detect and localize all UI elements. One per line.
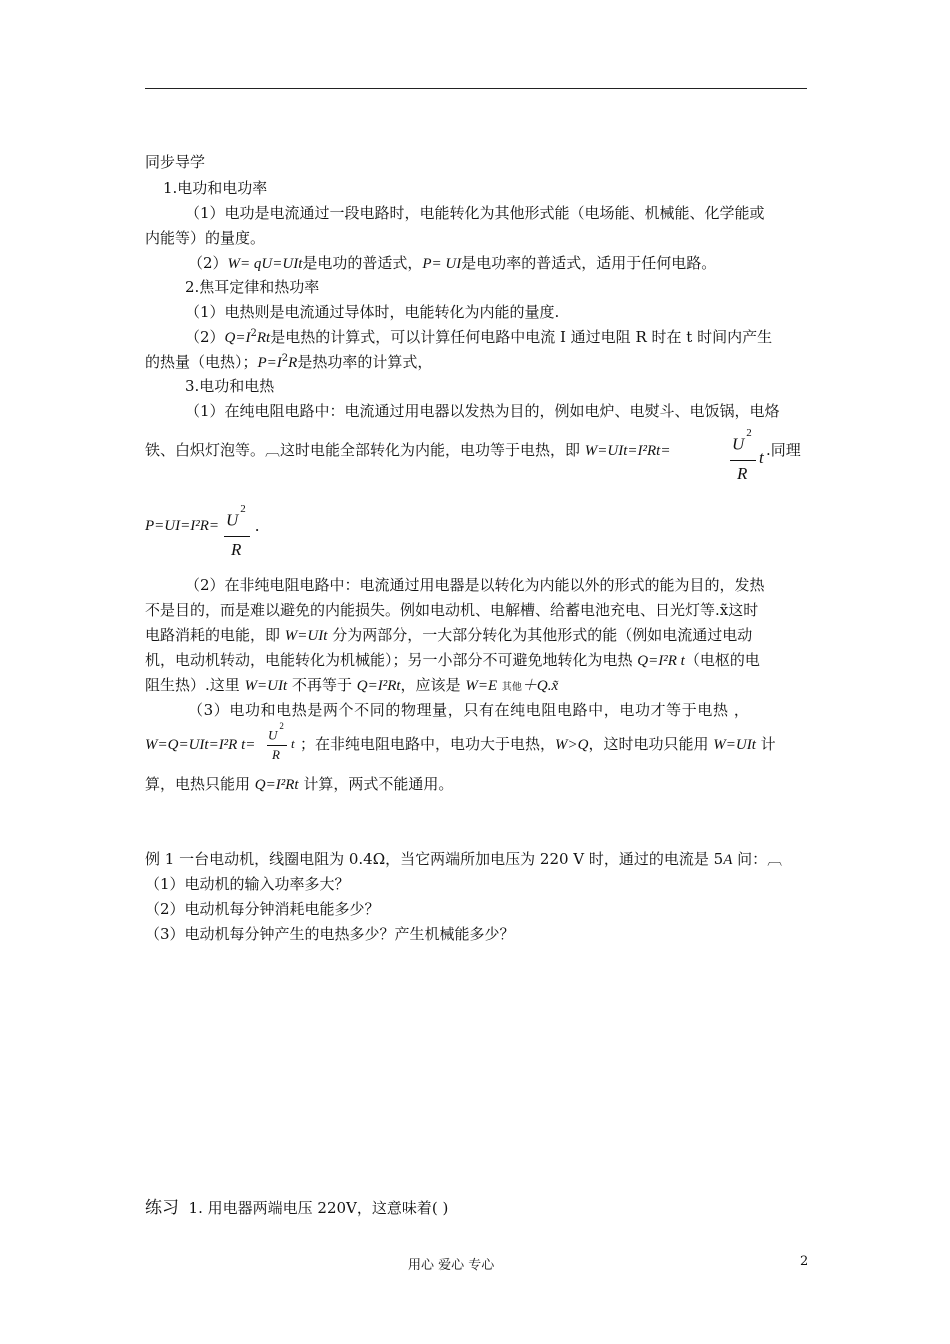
example-q1: （1）电动机的输入功率多大？	[145, 875, 350, 893]
para-2-2a: $(2)Q=I^2Rt$是电热的计算式，可以计算任何电路中电流 I 通过电阻 R 时在 t 时间内产生	[185, 328, 773, 346]
para-3-2d: 机，电动机转动，电能转化为机械能）；另一小部分不可避免地转化为电热 Q=I²R t（电枢的电	[145, 651, 760, 669]
para-1-2: （2）W= qU=UIt是电功的普适式，P= UI是电功率的普适式，适用于任何电路。	[188, 254, 717, 272]
para-3-1b: 铁、白炽灯泡等。︹这时电能全部转化为内能，电功等于电热，即 W=UIt=I²Rt=	[145, 441, 671, 459]
footer-motto: 用心 爱心 专心	[408, 1258, 495, 1273]
example-1-line: 例 1 一台电动机，线圈电阻为 0.4Ω，当它两端所加电压为 220 V 时，通过的电流是 5A 问：︹	[145, 850, 783, 868]
para-3-1a: （1）在纯电阻电路中：电流通过用电器以发热为目的，例如电炉、电熨斗、电饭锅，电烙	[185, 402, 780, 420]
para-3-2a: （2）在非纯电阻电路中：电流通过用电器是以转化为内能以外的形式的能为目的，发热	[185, 576, 765, 594]
example-q3: （3）电动机每分钟产生的电热多少？产生机械能多少？	[145, 925, 515, 943]
formula-p: P=UI=I²R=	[145, 518, 220, 534]
para-3-2c: 电路消耗的电能，即 W=UIt 分为两部分，一大部分转化为其他形式的能（例如电流通过电动	[145, 626, 753, 644]
example-q2: （2）电动机每分钟消耗电能多少？	[145, 900, 380, 918]
para-3-3b: W=Q=UIt=I²R t=	[145, 737, 256, 753]
para-1-1a: （1）电功是电流通过一段电路时，电能转化为其他形式能（电场能、机械能、化学能或	[185, 204, 765, 222]
para-3-2e: 阻生热）.这里 W=UIt 不再等于 Q=I²Rt，应该是 W=E 其他＋Q.x̃	[145, 676, 559, 694]
para-2-2b: 的热量（电热）；$P=I^2R$是热功率的计算式，	[145, 353, 433, 371]
para-2-1: （1）电热则是电流通过导体时，电能转化为内能的量度.	[185, 303, 560, 321]
tongli: .同理	[766, 441, 801, 459]
exercise-line: 练习 1. 用电器两端电压 220V，这意味着( )	[145, 1198, 449, 1218]
heading-1: 1.电功和电功率	[163, 179, 268, 197]
para-1-1b: 内能等）的量度。	[145, 229, 266, 247]
section-title: 同步导学	[145, 153, 206, 171]
para-3-3a: （3）电功和电热是两个不同的物理量，只有在纯电阻电路中，电功才等于电热 ，	[188, 701, 750, 719]
page-number: 2	[800, 1254, 809, 1269]
para-3-3c: 算，电热只能用 Q=I²Rt 计算，两式不能通用。	[145, 775, 454, 793]
para-3-2b: 不是目的，而是难以避免的内能损失。例如电动机、电解槽、给蓄电池充电、日光灯等.x̃这时	[145, 601, 759, 619]
heading-2: 2.焦耳定律和热功率	[185, 278, 320, 296]
header-rule	[145, 88, 807, 89]
heading-3: 3.电功和电热	[185, 377, 275, 395]
para-3-3b-rest: ；在非纯电阻电路中，电功大于电热，W>Q，这时电功只能用 W=UIt 计	[300, 735, 776, 753]
